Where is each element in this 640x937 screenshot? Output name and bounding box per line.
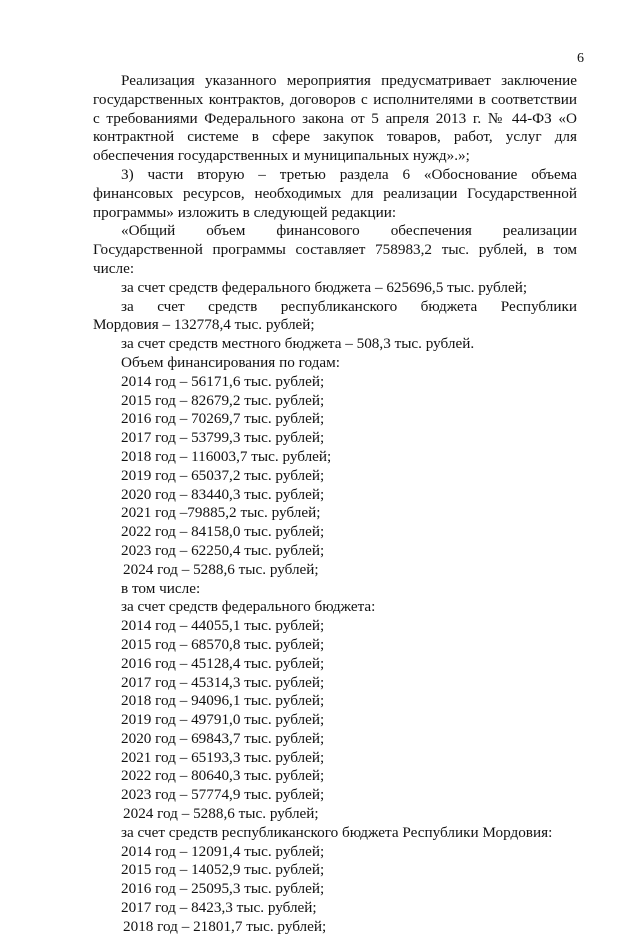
year-line: 2015 год – 68570,8 тыс. рублей; (121, 635, 325, 653)
republic-by-year-list (93, 843, 577, 937)
republic-word: бюджета (420, 297, 478, 315)
year-line: 2018 год – 94096,1 тыс. рублей; (121, 692, 325, 710)
year-line: 2016 год – 70269,7 тыс. рублей; (121, 410, 325, 428)
year-line: 2020 год – 69843,7 тыс. рублей; (121, 729, 325, 747)
republic-total-line (93, 298, 577, 317)
year-line: 2019 год – 65037,2 тыс. рублей; (121, 466, 325, 484)
document-body (93, 72, 577, 937)
year-line: 2020 год – 83440,3 тыс. рублей; (121, 485, 325, 503)
year-line: 2022 год – 80640,3 тыс. рублей; (121, 767, 325, 785)
local-total-line: за счет средств местного бюджета – 508,3 тыс. рублей. (121, 335, 475, 353)
republic-total-continuation: Мордовия – 132778,4 тыс. рублей; (93, 316, 315, 334)
federal-heading: за счет средств федерального бюджета: (121, 598, 376, 616)
by-years-heading: Объем финансирования по годам: (121, 353, 340, 371)
year-line: 2019 год – 49791,0 тыс. рублей; (121, 711, 325, 729)
federal-total-line: за счет средств федерального бюджета – 625696,5 тыс. рублей; (121, 278, 528, 296)
year-line: 2017 год – 53799,3 тыс. рублей; (121, 429, 325, 447)
year-line: 2022 год – 84158,0 тыс. рублей; (121, 523, 325, 541)
republic-word: за (121, 297, 134, 315)
year-line: 2014 год – 12091,4 тыс. рублей; (121, 842, 325, 860)
year-line: 2014 год – 44055,1 тыс. рублей; (121, 617, 325, 635)
republic-word: счет (157, 297, 185, 315)
year-line: 2016 год – 45128,4 тыс. рублей; (121, 654, 325, 672)
quote-paragraph: «Общий объем финансового обеспечения реализации Государственной программы составляет 758983,2 тыс. рублей, в том числе: (93, 222, 577, 277)
year-line: 2024 год – 5288,6 тыс. рублей; (123, 560, 319, 578)
year-line: 2021 год –79885,2 тыс. рублей; (121, 504, 321, 522)
year-line: 2017 год – 45314,3 тыс. рублей; (121, 673, 325, 691)
total-by-year-list (93, 373, 577, 580)
republic-word: средств (208, 297, 258, 315)
year-line: 2016 год – 25095,3 тыс. рублей; (121, 880, 325, 898)
year-line: 2015 год – 14052,9 тыс. рублей; (121, 861, 325, 879)
republic-word: республиканского (280, 297, 398, 315)
federal-by-year-list (93, 617, 577, 824)
year-line: 2023 год – 57774,9 тыс. рублей; (121, 786, 325, 804)
including-label: в том числе: (121, 579, 201, 597)
year-line: 2021 год – 65193,3 тыс. рублей; (121, 748, 325, 766)
year-line: 2018 год – 21801,7 тыс. рублей; (123, 917, 327, 935)
item3-paragraph: 3) части вторую – третью раздела 6 «Обоснование объема финансовых ресурсов, необходимых для реализации Государственной программы» изложить в следующей редакции: (93, 165, 577, 221)
intro-paragraph: Реализация указанного мероприятия предусматривает заключение государственных контрактов, договоров с исполнителями в соответствии с требованиями Федерального закона от 5 апреля 2013 г. № 44-ФЗ «О контрактной системе в сфере закупок товаров, работ, услуг для обеспечения государственных и муниципальных нужд».»; (93, 72, 577, 165)
year-line: 2014 год – 56171,6 тыс. рублей; (121, 372, 325, 390)
year-line: 2024 год – 5288,6 тыс. рублей; (123, 805, 319, 823)
year-line: 2017 год – 8423,3 тыс. рублей; (121, 899, 317, 917)
page-number: 6 (577, 51, 584, 66)
year-line: 2015 год – 82679,2 тыс. рублей; (121, 391, 325, 409)
year-line: 2018 год – 116003,7 тыс. рублей; (121, 447, 332, 465)
republic-heading: за счет средств республиканского бюджета Республики Мордовия: (121, 823, 553, 841)
year-line: 2023 год – 62250,4 тыс. рублей; (121, 541, 325, 559)
republic-word: Республики (500, 297, 577, 315)
